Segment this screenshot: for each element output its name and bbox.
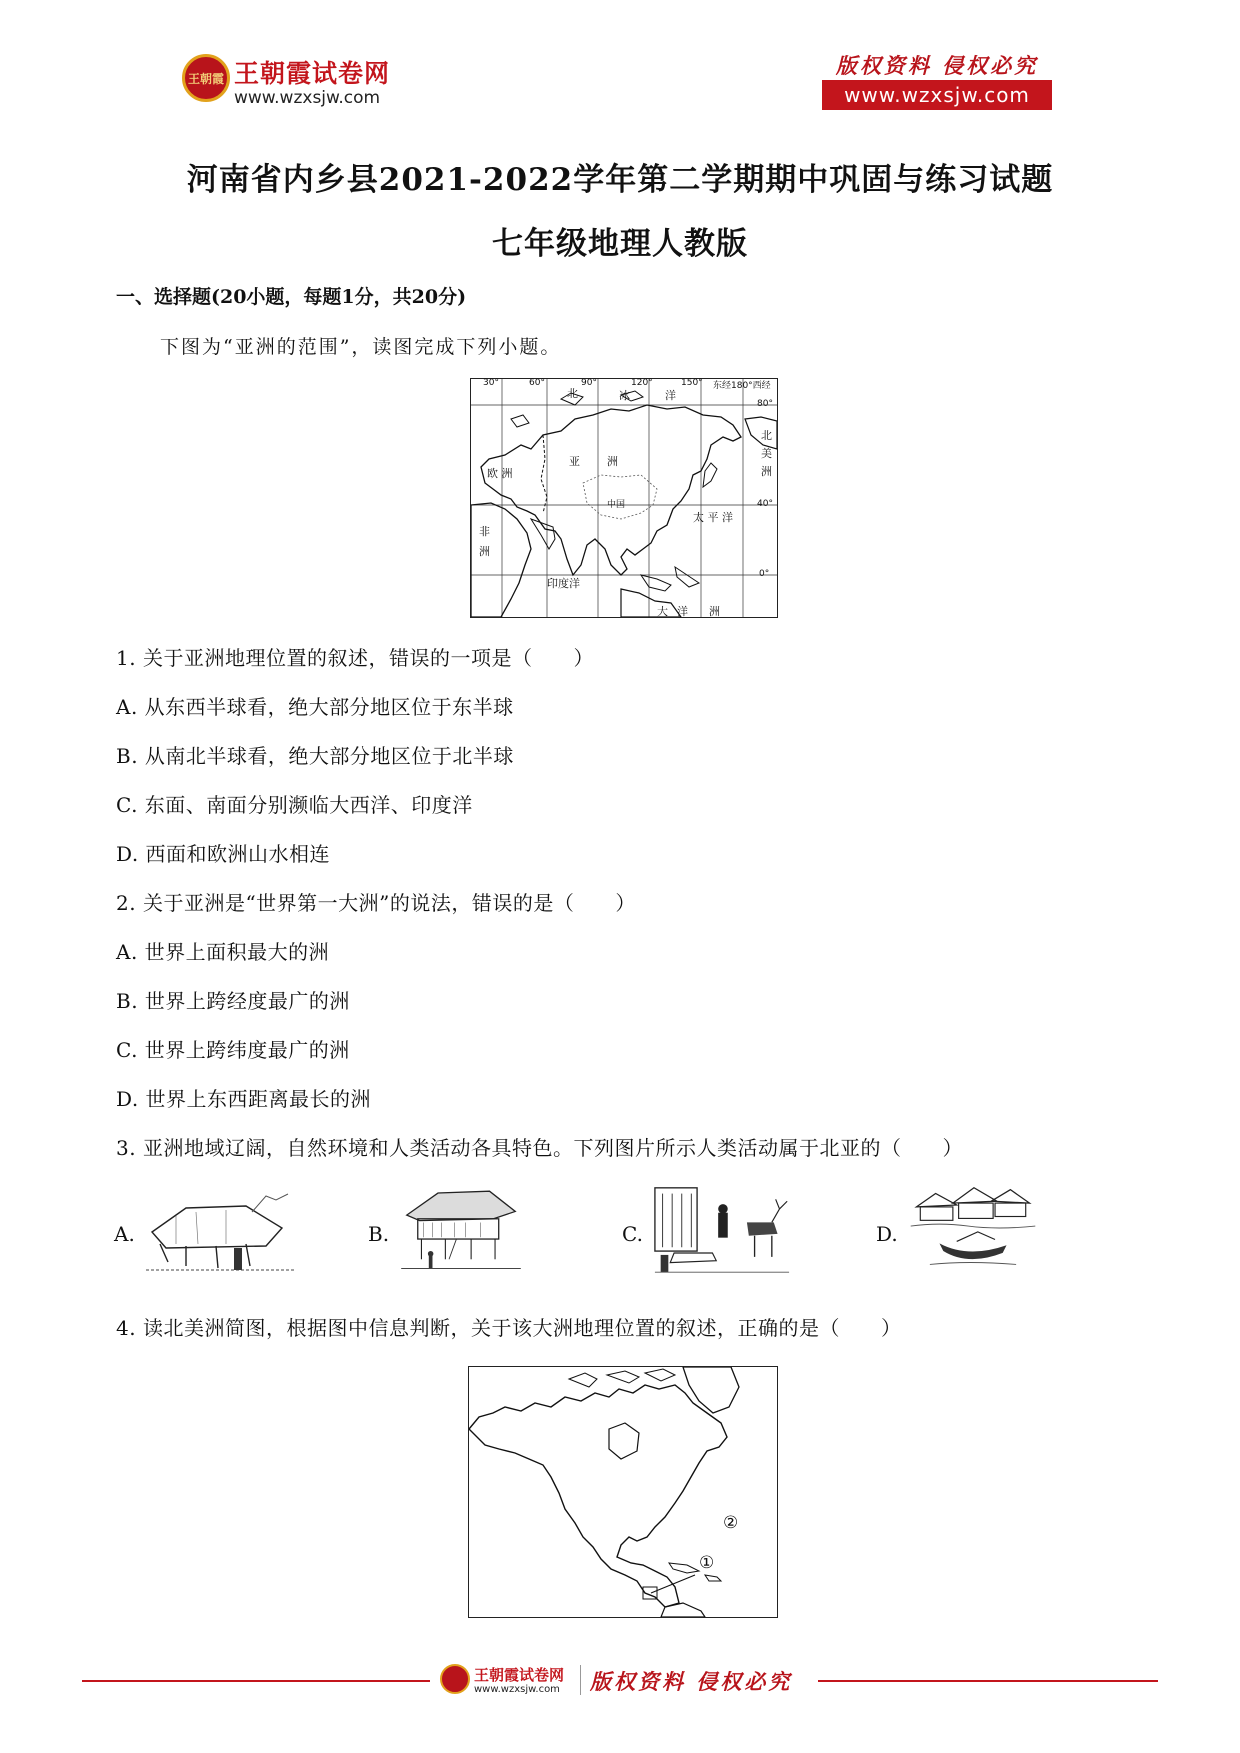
question-2-stem: 2. 关于亚洲是“世界第一大洲”的说法，错误的是（ ） [116,891,636,915]
reindeer-sled-picture [652,1184,792,1276]
lon-label: 120° [631,378,653,388]
europe-label: 欧 洲 [487,467,513,480]
lon-label: 东经180°西经 [713,381,771,391]
lon-label: 30° [483,378,499,388]
stilt-house-picture [396,1182,526,1274]
question-2-option-a[interactable]: A. 世界上面积最大的洲 [116,940,330,964]
asia-label: 亚 [569,455,580,468]
footer-separator [580,1665,581,1695]
question-3-option-c[interactable]: C. [622,1222,643,1246]
lat-label: 40° [757,499,773,509]
oceania-label: 洲 [709,605,720,618]
arctic-ocean-label: 北 [567,387,578,400]
tent-camp-picture [146,1186,296,1278]
oceania-label: 大 [657,605,668,618]
lon-label: 150° [681,378,703,388]
exam-subtitle: 七年级地理人教版 [492,226,748,262]
footer-line-right [818,1680,1158,1682]
question-2-option-d[interactable]: D. 世界上东西距离最长的洲 [116,1087,372,1111]
indian-ocean-label: 印度洋 [547,577,580,590]
oceania-label: 洋 [677,605,688,618]
header-logo[interactable] [182,52,422,122]
map-intro: 下图为“亚洲的范围”，读图完成下列小题。 [160,336,562,358]
china-label: 中国 [607,500,626,510]
copyright-url: www.wzxsjw.com [844,83,1030,107]
brand-url: www.wzxsjw.com [234,88,381,108]
seal-text: 王朝霞 [187,72,224,86]
footer-copyright: 版权资料 侵权必究 [590,1669,793,1694]
lat-label: 80° [757,399,773,409]
lon-label: 90° [581,378,597,388]
question-4-stem: 4. 读北美洲简图，根据图中信息判断，关于该大洲地理位置的叙述，正确的是（ ） [116,1316,902,1340]
question-1-option-c[interactable]: C. 东面、南面分别濒临大西洋、印度洋 [116,793,473,817]
africa-label: 非 [479,525,490,538]
footer-line-left [82,1680,430,1682]
north-america-label: 北 [761,429,772,442]
question-3-option-a[interactable]: A. [114,1222,135,1246]
water-village-picture [908,1182,1038,1274]
africa-label: 洲 [479,545,490,558]
arctic-ocean-label: 洋 [665,389,676,402]
question-3-stem: 3. 亚洲地域辽阔，自然环境和人类活动各具特色。下列图片所示人类活动属于北亚的（ ） [116,1136,963,1160]
brand-name: 王朝霞试卷网 [234,59,391,88]
section-heading: 一、选择题(20小题，每题1分，共20分) [116,286,467,308]
header-copyright [822,50,1052,112]
seal-icon [182,54,230,102]
question-1-stem: 1. 关于亚洲地理位置的叙述，错误的一项是（ ） [116,646,594,670]
asia-label: 洲 [607,455,618,468]
exam-title: 河南省内乡县2021-2022学年第二学期期中巩固与练习试题 [186,162,1054,198]
question-3-option-b[interactable]: B. [368,1222,390,1246]
footer-url[interactable]: www.wzxsjw.com [474,1684,560,1695]
question-3-option-d[interactable]: D. [876,1222,898,1246]
footer-brand[interactable]: 王朝霞试卷网 [474,1666,565,1684]
pacific-label: 太 平 洋 [693,511,733,524]
lon-label: 60° [529,378,545,388]
asia-map [470,378,778,618]
north-america-map-drawing [469,1367,777,1617]
question-2-option-b[interactable]: B. 世界上跨经度最广的洲 [116,989,350,1013]
north-america-label: 洲 [761,465,772,478]
copyright-url-bar[interactable] [822,80,1052,110]
question-1-option-b[interactable]: B. 从南北半球看，绝大部分地区位于北半球 [116,744,514,768]
footer-seal-icon [440,1664,470,1694]
question-2-option-c[interactable]: C. 世界上跨纬度最广的洲 [116,1038,350,1062]
lat-label: 0° [759,569,770,579]
marker-1-label: ① [699,1553,715,1573]
north-america-map [468,1366,778,1618]
question-1-option-a[interactable]: A. 从东西半球看，绝大部分地区位于东半球 [116,695,514,719]
question-1-option-d[interactable]: D. 西面和欧洲山水相连 [116,842,331,866]
marker-2-label: ② [723,1513,739,1533]
arctic-ocean-label: 冰 [619,389,630,402]
north-america-label: 美 [761,447,772,460]
copyright-text: 版权资料 侵权必究 [835,53,1039,78]
